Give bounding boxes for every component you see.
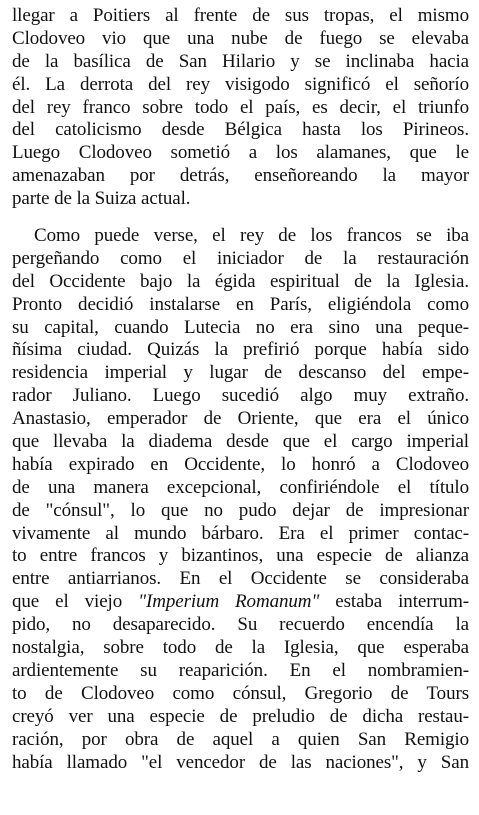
- text-line: Clodoveo vio que una nube de fuego se elevaba: [12, 27, 469, 49]
- text-line: pergeñando como el iniciador de la restauración: [12, 247, 469, 269]
- text-line: su capital, cuando Lutecia no era sino una peque-: [12, 316, 469, 338]
- latin-phrase: "Imperium Romanum": [138, 591, 320, 613]
- text-line: había expirado en Occidente, lo honró a Clodoveo: [12, 453, 469, 475]
- text-line: llegar a Poitiers al frente de sus tropas, el mismo: [12, 5, 469, 26]
- text-line: nostalgia, sobre todo de la Iglesia, que esperaba: [12, 637, 469, 659]
- paragraph-clovis-victory: [12, 5, 469, 211]
- text-line: él. La derrota del rey visigodo significó el señorío: [12, 73, 469, 95]
- text-line: había llamado "el vencedor de las naciones", y San: [12, 751, 469, 773]
- page-text: [12, 5, 469, 774]
- text-line: Luego Clodoveo sometió a los alamanes, que le: [12, 142, 469, 164]
- paragraph-gap: [12, 211, 469, 225]
- text-line: rador Juliano. Luego sucedió algo muy extraño.: [12, 385, 469, 407]
- text-line: del catolicismo desde Bélgica hasta los Pirineos.: [12, 119, 469, 141]
- text-line: que llevaba la diadema desde que el cargo imperial: [12, 431, 469, 453]
- paragraph-frankish-king: [12, 225, 469, 774]
- text-line: pido, no desaparecido. Su recuerdo encendía la: [12, 614, 469, 636]
- text-line: del Occidente bajo la égida espiritual de la Iglesia.: [12, 270, 469, 292]
- text-line: ardientemente su reaparición. En el nombramien-: [12, 659, 469, 681]
- text-line: Como puede verse, el rey de los francos se iba: [34, 225, 469, 247]
- text-line: del rey franco sobre todo el país, es decir, el triunfo: [12, 96, 469, 118]
- text-line: creyó ver una especie de preludio de dicha restau-: [12, 705, 469, 727]
- text-line: amenazaban por detrás, enseñoreando la mayor: [12, 165, 469, 187]
- text-line: to de Clodoveo como cónsul, Gregorio de Tours: [12, 682, 469, 704]
- text-line: ñísima ciudad. Quizás la prefirió porque había sido: [12, 339, 469, 361]
- text-line: to entre francos y bizantinos, una especie de alianza: [12, 545, 469, 567]
- text-line: parte de la Suiza actual.: [12, 188, 191, 210]
- text-line: vivamente al mundo bárbaro. Era el primer contac-: [12, 522, 469, 544]
- text-line: Anastasio, emperador de Oriente, que era el único: [12, 408, 469, 430]
- text-line: ración, por obra de aquel a quien San Remigio: [12, 728, 469, 750]
- text-line: de la basílica de San Hilario y se inclinaba hacia: [12, 50, 469, 72]
- text-line: residencia imperial y lugar de descanso del empe-: [12, 362, 469, 384]
- text-line: que el viejo "Imperium Romanum" estaba interrum-: [12, 591, 469, 613]
- text-line: entre antiarrianos. En el Occidente se consideraba: [12, 568, 469, 590]
- text-line: Pronto decidió instalarse en París, eligiéndola como: [12, 293, 469, 315]
- text-line: de "cónsul", lo que no pudo dejar de impresionar: [12, 499, 469, 521]
- text-line: de una manera excepcional, confiriéndole el título: [12, 476, 469, 498]
